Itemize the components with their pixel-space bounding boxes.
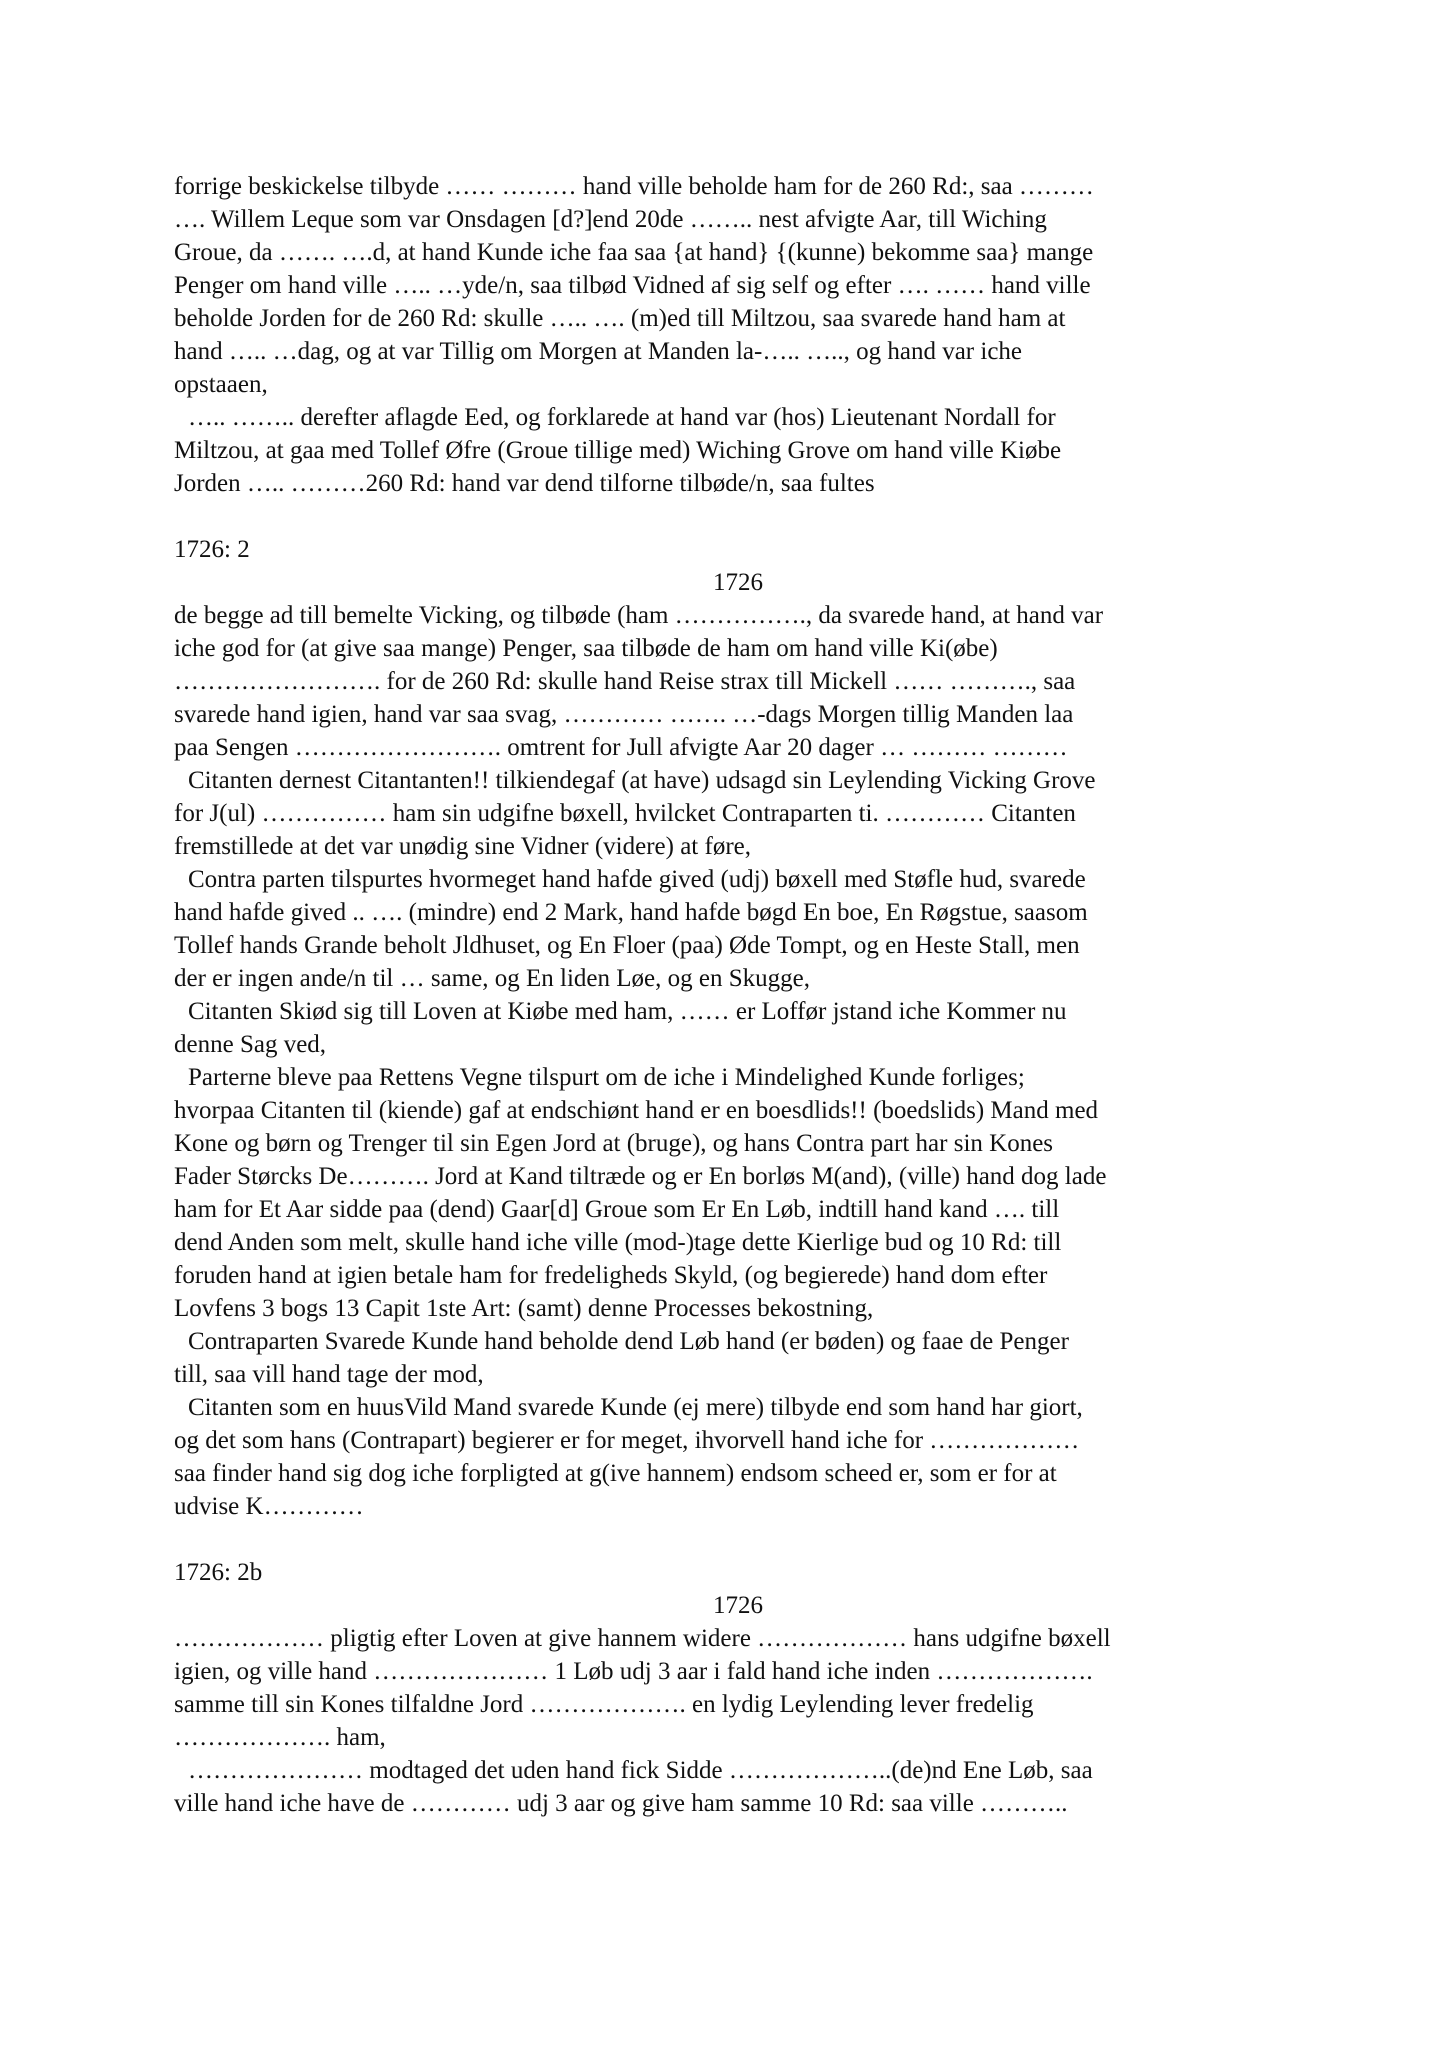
text-line: svarede hand igien, hand var saa svag, ………… ……. …-dags Morgen tillig Manden laa: [174, 701, 1074, 728]
text-line: Citanten som en huusVild Mand svarede Kunde (ej mere) tilbyde end som hand har giort,: [188, 1394, 1083, 1421]
text-line: ………………… modtaged det uden hand fick Sidde ………………..(de)nd Ene Løb, saa: [188, 1757, 1093, 1784]
text-line: for J(ul) …………… ham sin udgifne bøxell, hvilcket Contraparten ti. ………… Citanten: [174, 800, 1076, 827]
text-line: dend Anden som melt, skulle hand iche ville (mod-)tage dette Kierlige bud og 10 Rd: till: [174, 1229, 1062, 1256]
text-line: Penger om hand ville ….. …yde/n, saa tilbød Vidned af sig self og efter …. …… hand ville: [174, 272, 1091, 299]
text-line: ……………… pligtig efter Loven at give hannem widere ……………… hans udgifne bøxell: [174, 1625, 1111, 1652]
text-line: ham for Et Aar sidde paa (dend) Gaar[d] Groue som Er En Løb, indtill hand kand …. till: [174, 1196, 1060, 1223]
text-line: Citanten dernest Citantanten!! tilkiendegaf (at have) udsagd sin Leylending Vicking Grove: [188, 767, 1096, 794]
text-line: hand ….. …dag, og at var Tillig om Morgen at Manden la-….. ….., og hand var iche: [174, 338, 1023, 365]
text-line: Parterne bleve paa Rettens Vegne tilspurt om de iche i Mindelighed Kunde forliges;: [188, 1064, 1025, 1091]
text-line: Lovfens 3 bogs 13 Capit 1ste Art: (samt) denne Processes bekostning,: [174, 1295, 874, 1322]
text-line: Jorden ….. ………260 Rd: hand var dend tilforne tilbøde/n, saa fultes: [174, 470, 875, 497]
text-line: Miltzou, at gaa med Tollef Øfre (Groue tillige med) Wiching Grove om hand ville Kiøbe: [174, 437, 1062, 464]
text-line: ………………. ham,: [174, 1724, 386, 1751]
blank-line: [174, 500, 1294, 533]
text-line: forrige beskickelse tilbyde …… ……… hand ville beholde ham for de 260 Rd:, saa ………: [174, 173, 1094, 200]
text-line: till, saa vill hand tage der mod,: [174, 1361, 484, 1388]
text-line: hand hafde gived .. …. (mindre) end 2 Mark, hand hafde bøgd En boe, En Røgstue, saasom: [174, 899, 1088, 926]
text-line: opstaaen,: [174, 371, 268, 398]
text-line: ville hand iche have de ………… udj 3 aar og give ham samme 10 Rd: saa ville ………..: [174, 1790, 1068, 1817]
text-line: Contraparten Svarede Kunde hand beholde dend Løb hand (er bøden) og faae de Penger: [188, 1328, 1069, 1355]
text-line: paa Sengen ……………………. omtrent for Jull afvigte Aar 20 dager … ……… ………: [174, 734, 1068, 761]
transcription-text: [174, 170, 1294, 1820]
paragraph-block-2: [174, 599, 1294, 1523]
text-line: denne Sag ved,: [174, 1031, 327, 1058]
year-heading: 1726: [713, 569, 763, 596]
text-line: hvorpaa Citanten til (kiende) gaf at endschiønt hand er en boesdlids!! (boedslids) Mand med: [174, 1097, 1099, 1124]
text-line: iche god for (at give saa mange) Penger, saa tilbøde de ham om hand ville Ki(øbe): [174, 635, 998, 662]
text-line: der er ingen ande/n til … same, og En liden Løe, og en Skugge,: [174, 965, 810, 992]
text-line: Kone og børn og Trenger til sin Egen Jord at (bruge), og hans Contra part har sin Kones: [174, 1130, 1054, 1157]
year-heading: 1726: [713, 1592, 763, 1619]
text-line: fremstillede at det var unødig sine Vidner (videre) at føre,: [174, 833, 751, 860]
page-reference: 1726: 2: [174, 536, 250, 563]
text-line: de begge ad till bemelte Vicking, og tilbøde (ham ……………., da svarede hand, at hand var: [174, 602, 1104, 629]
text-line: beholde Jorden for de 260 Rd: skulle ….. …. (m)ed till Miltzou, saa svarede hand ham at: [174, 305, 1066, 332]
page-reference: 1726: 2b: [174, 1559, 263, 1586]
text-line: ……………………. for de 260 Rd: skulle hand Reise strax till Mickell …… ………., saa: [174, 668, 1076, 695]
text-line: Groue, da ……. ….d, at hand Kunde iche faa saa {at hand} {(kunne) bekomme saa} mange: [174, 239, 1094, 266]
text-line: foruden hand at igien betale ham for fredeligheds Skyld, (og begierede) hand dom efter: [174, 1262, 1048, 1289]
text-line: udvise K…………: [174, 1493, 364, 1520]
text-line: …. Willem Leque som var Onsdagen [d?]end 20de …….. nest afvigte Aar, till Wiching: [174, 206, 1047, 233]
text-line: Fader Størcks De………. Jord at Kand tiltræde og er En borløs M(and), (ville) hand dog lade: [174, 1163, 1107, 1190]
text-line: Citanten Skiød sig till Loven at Kiøbe med ham, …… er Loffør jstand iche Kommer nu: [188, 998, 1067, 1025]
text-line: samme till sin Kones tilfaldne Jord ………………. en lydig Leylending lever fredelig: [174, 1691, 1034, 1718]
blank-line: [174, 1523, 1294, 1556]
text-line: Contra parten tilspurtes hvormeget hand hafde gived (udj) bøxell med Støfle hud, svarede: [188, 866, 1086, 893]
text-line: og det som hans (Contrapart) begierer er for meget, ihvorvell hand iche for ………………: [174, 1427, 1080, 1454]
paragraph-block-3: [174, 1622, 1294, 1820]
text-line: ….. …….. derefter aflagde Eed, og forklarede at hand var (hos) Lieutenant Nordall for: [188, 404, 1056, 431]
text-line: igien, og ville hand ………………… 1 Løb udj 3 aar i fald hand iche inden ……………….: [174, 1658, 1093, 1685]
text-line: Tollef hands Grande beholt Jldhuset, og En Floer (paa) Øde Tompt, og en Heste Stall, men: [174, 932, 1080, 959]
text-line: saa finder hand sig dog iche forpligted at g(ive hannem) endsom scheed er, som er for at: [174, 1460, 1057, 1487]
paragraph-block-1: [174, 170, 1294, 500]
